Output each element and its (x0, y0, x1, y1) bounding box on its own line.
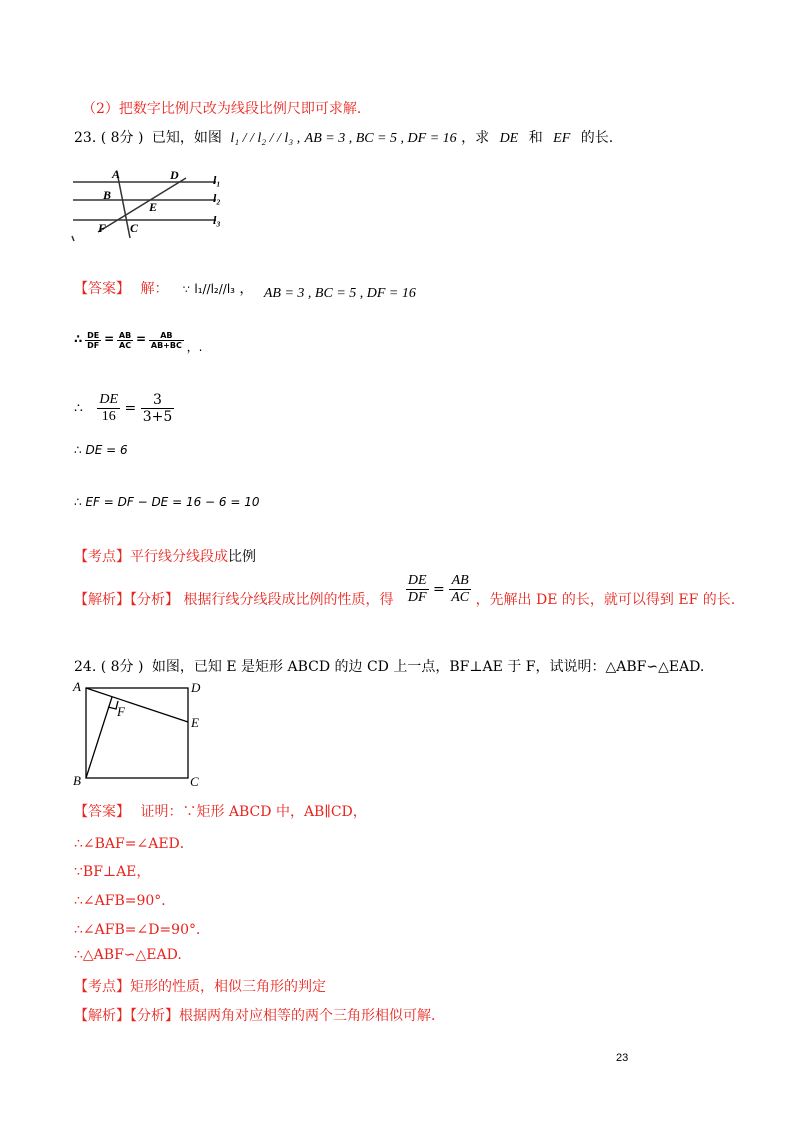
label-A: A (112, 167, 121, 181)
answer-24-line2: ∴∠BAF=∠AED． (74, 836, 194, 852)
therefore-symbol: ∴ (74, 400, 83, 417)
answer-23-step1: ∴ $\frac{DE}{DF}$ = $\frac{AB}{AC}$ = $\frac{AB}{AB+BC}$ ，. (74, 331, 203, 354)
fraction-denominator: AC (451, 590, 470, 605)
question-intro: 已知，如图 (151, 130, 222, 146)
answer-tag: 【答案】 (74, 281, 130, 297)
ask-suffix: 的长. (580, 130, 614, 146)
answer-23-header (74, 278, 416, 301)
previous-solution-line: （2）把数字比例尺改为线段比例尺即可求解． (82, 101, 371, 117)
jiexi-prefix: 根据行线分线段成比例的性质，得 (183, 591, 394, 608)
label-B: B (103, 188, 112, 202)
kaodian-tag: 【考点】 (74, 549, 130, 565)
fraction-numerator: 3 (141, 392, 175, 409)
label-F: F (98, 221, 107, 235)
fraction-denominator: 16 (101, 409, 116, 424)
answer-24-line5: ∴∠AFB=∠D=90°． (74, 922, 210, 938)
answer-23-jiexi: 【解析】【分析】 根据行线分线段成比例的性质，得 $\frac{DE}{DF}$ = $\frac{AB}{AC}$ ，先解出 DE 的长，就可以得到 EF 的长. (74, 573, 736, 608)
answer-23-step2: ∴ $\frac{DE}{16}$ = $\frac{3}{3+5}$ (74, 392, 173, 425)
question-24 (74, 656, 704, 676)
ask-prefix: ，求 (461, 130, 490, 146)
label-C: C (130, 221, 139, 235)
fraction-numerator: AB (149, 331, 184, 341)
answer-line: 证明：∵矩形 ABCD 中，AB∥CD， (140, 804, 367, 820)
kaodian-text: 矩形的性质，相似三角形的判定 (130, 979, 326, 995)
label-D: D (191, 680, 201, 695)
figure-24-rectangle (70, 678, 210, 792)
answer-24-jiexi (74, 1005, 445, 1025)
parallel-condition: l₁ / / l₂ / / l₃ , (230, 131, 301, 146)
kaodian-text: 平行线分线段成 (130, 549, 228, 565)
fraction-denominator: DF (407, 590, 427, 605)
answer-24-kaodian (74, 976, 326, 996)
because-symbol: ∵ (182, 283, 190, 296)
label-F: F (117, 704, 125, 719)
ask-de: DE (499, 131, 519, 146)
ask-ef: EF (553, 131, 571, 146)
fraction-numerator: DE (87, 331, 100, 340)
fraction-denominator: AB+BC (150, 341, 182, 350)
answer-24-line6: ∴△ABF∽△EAD. (74, 947, 182, 963)
label-E: E (191, 715, 199, 730)
label-l3: l₃ (213, 213, 221, 227)
jiexi-tag: 【解析】【分析】 (74, 591, 179, 608)
jiexi-text: 根据两角对应相等的两个三角形相似可解． (179, 1008, 445, 1024)
answer-24-line3: ∵BF⊥AE， (74, 864, 151, 880)
given-values: AB = 3 , BC = 5 , DF = 16 (263, 286, 416, 301)
jiexi-tag: 【解析】【分析】 (74, 1008, 179, 1024)
question-number: 24. (74, 659, 97, 675)
therefore-symbol: ∴ (74, 332, 83, 346)
fraction-numerator: AB (449, 573, 471, 590)
answer-23-step3: ∴ DE = 6 (74, 443, 128, 457)
label-l2: l₂ (213, 191, 221, 205)
step-tail: ，. (186, 340, 203, 354)
answer-24-line4: ∴∠AFB=90°． (74, 893, 176, 909)
fraction-denominator: AC (119, 341, 132, 350)
kaodian-text-2: 比例 (228, 549, 256, 565)
question-23 (74, 127, 613, 147)
label-B: B (73, 773, 81, 788)
comma: ， (239, 281, 254, 297)
label-A: A (73, 679, 81, 694)
parallel-lines: l₁//l₂//l₃ (194, 282, 235, 296)
label-D: D (170, 168, 179, 182)
fraction-denominator: DF (87, 341, 100, 350)
answer-24-line1 (74, 801, 367, 821)
kaodian-tag: 【考点】 (74, 979, 130, 995)
answer-tag: 【答案】 (74, 804, 130, 820)
label-E: E (149, 200, 158, 214)
given-values: AB = 3 , BC = 5 , DF = 16 (304, 131, 457, 146)
question-text: 如图，已知 E 是矩形 ABCD 的边 CD 上一点，BF⊥AE 于 F，试说明：△ABF∽△EAD. (151, 659, 705, 675)
fraction-numerator: DE (99, 392, 119, 407)
answer-23-step4: ∴ EF = DF − DE = 16 − 6 = 10 (74, 495, 260, 509)
fraction-numerator: AB (118, 331, 132, 340)
answer-23-kaodian (74, 546, 256, 566)
label-C: C (190, 774, 199, 789)
question-score: ( 8分 ) (100, 130, 144, 146)
fraction-denominator: 3+5 (142, 409, 173, 425)
jiexi-suffix: ，先解出 DE 的长，就可以得到 EF 的长. (475, 591, 736, 608)
label-l1: l₁ (213, 173, 221, 187)
answer-jie: 解： (140, 281, 169, 297)
question-number: 23. (74, 130, 97, 146)
page-number: 23 (616, 1052, 629, 1064)
figure-23-parallel-lines (68, 166, 238, 244)
question-score: ( 8分 ) (100, 659, 144, 675)
fraction-numerator: DE (407, 573, 427, 588)
ask-and: 和 (528, 130, 543, 146)
